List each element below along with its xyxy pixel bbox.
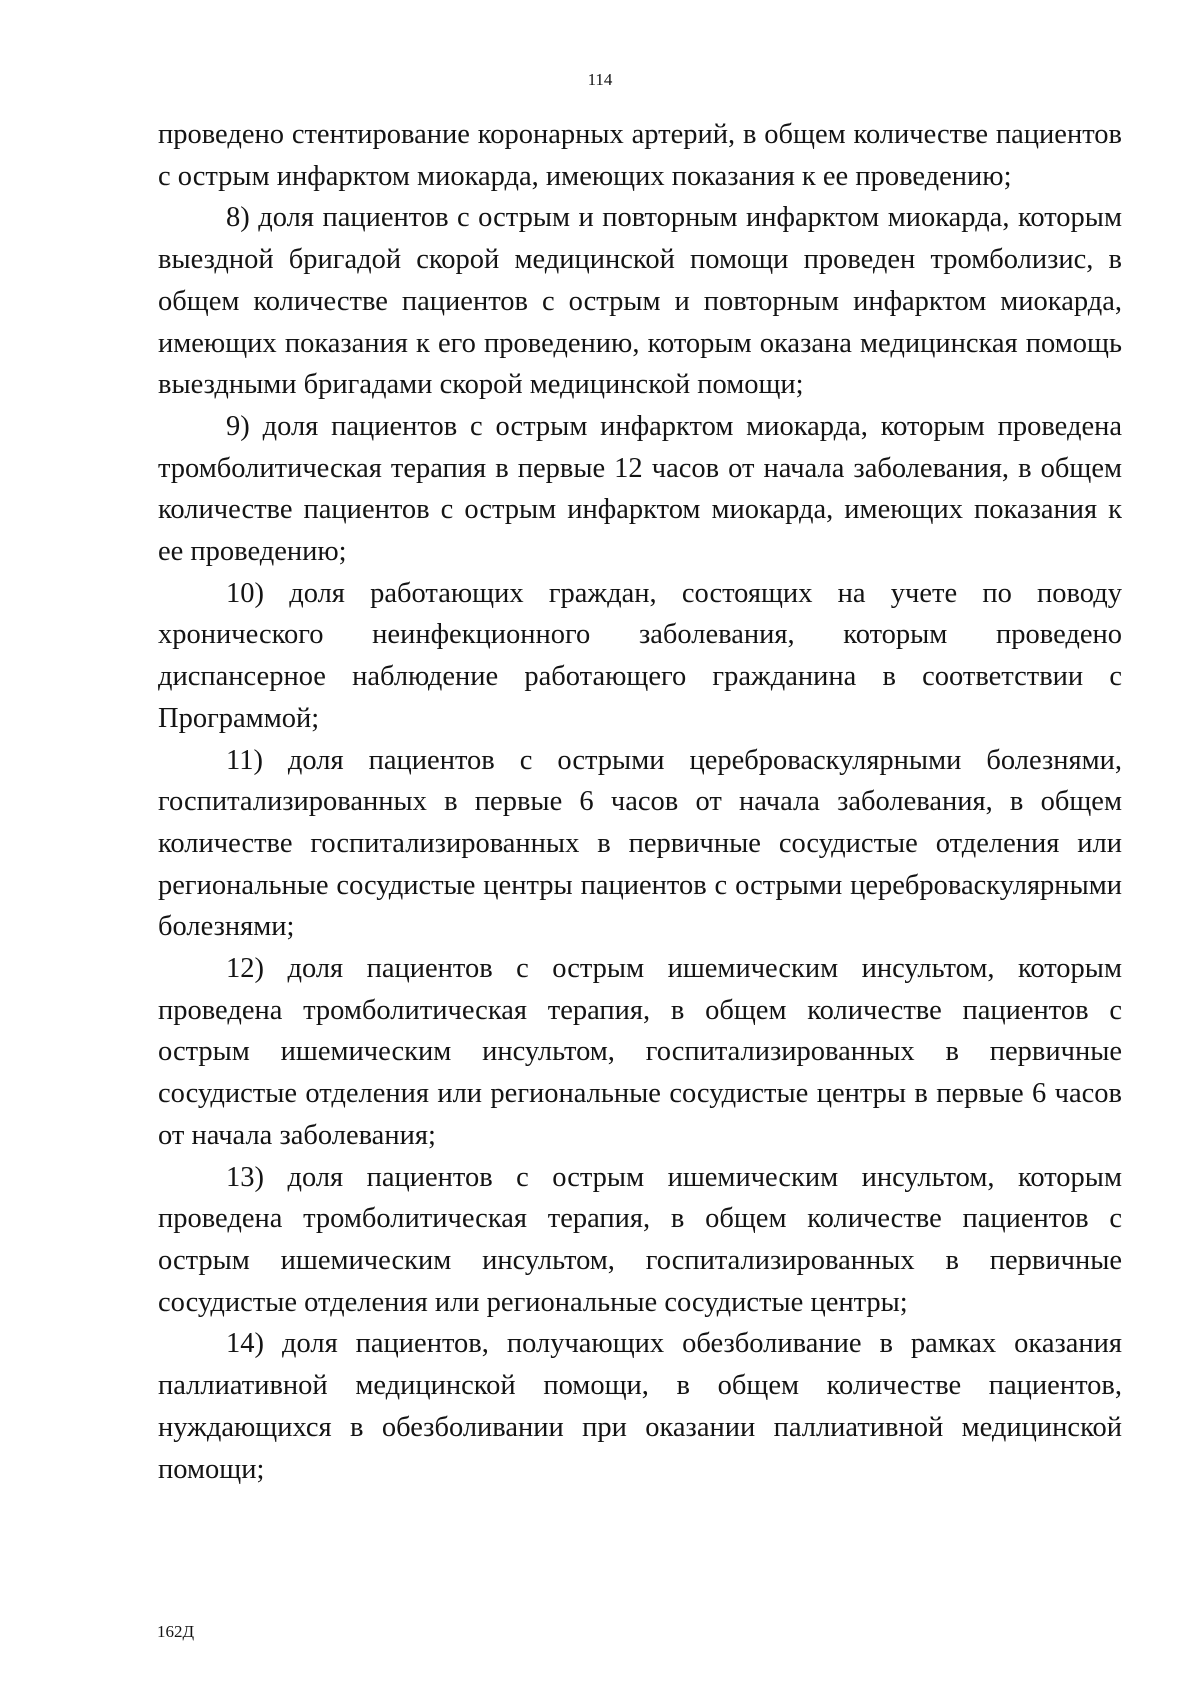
list-item-10: 10) доля работающих граждан, состоящих на учете по поводу хронического неинфекционного заболевания, которым проведено диспансерное наблюдение работающего гражданина в соответствии с Программой;	[158, 577, 1122, 734]
footer-document-code: 162Д	[157, 1622, 195, 1641]
list-item-8: 8) доля пациентов с острым и повторным инфарктом миокарда, которым выездной бригадой скорой медицинской помощи проведен тромболизис, в общем количестве пациентов с острым и повторным инфарктом миокарда, имеющих показания к его проведению, которым оказана медицинская помощь выездными бригадами скорой медицинской помощи;	[158, 202, 1122, 401]
list-item-14: 14) доля пациентов, получающих обезболивание в рамках оказания паллиативной медицинской помощи, в общем количестве пациентов, нуждающихся в обезболивании при оказании паллиативной медицинской помощи;	[158, 1328, 1122, 1485]
list-item-12: 12) доля пациентов с острым ишемическим инсультом, которым проведена тромболитическая терапия, в общем количестве пациентов с острым ишемическим инсультом, госпитализированных в первичные сосудистые отделения или региональные сосудистые центры в первые 6 часов от начала заболевания;	[158, 953, 1122, 1151]
page-number: 114	[587, 70, 613, 89]
document-body	[158, 114, 1122, 1490]
list-item-13: 13) доля пациентов с острым ишемическим инсультом, которым проведена тромболитическая терапия, в общем количестве пациентов с острым ишемическим инсультом, госпитализированных в первичные сосудистые отделения или региональные сосудистые центры;	[158, 1161, 1122, 1318]
list-item-9: 9) доля пациентов с острым инфарктом миокарда, которым проведена тромболитическая терапия в первые 12 часов от начала заболевания, в общем количестве пациентов с острым инфарктом миокарда, имеющих показания к ее проведению;	[158, 410, 1122, 568]
list-item-11: 11) доля пациентов с острыми цереброваскулярными болезнями, госпитализированных в первые 6 часов от начала заболевания, в общем количестве госпитализированных в первичные сосудистые отделения или региональные сосудистые центры пациентов с острыми цереброваскулярными болезнями;	[158, 744, 1122, 943]
paragraph-continuation: проведено стентирование коронарных артерий, в общем количестве пациентов с острым инфарктом миокарда, имеющих показания к ее проведению;	[158, 119, 1122, 192]
